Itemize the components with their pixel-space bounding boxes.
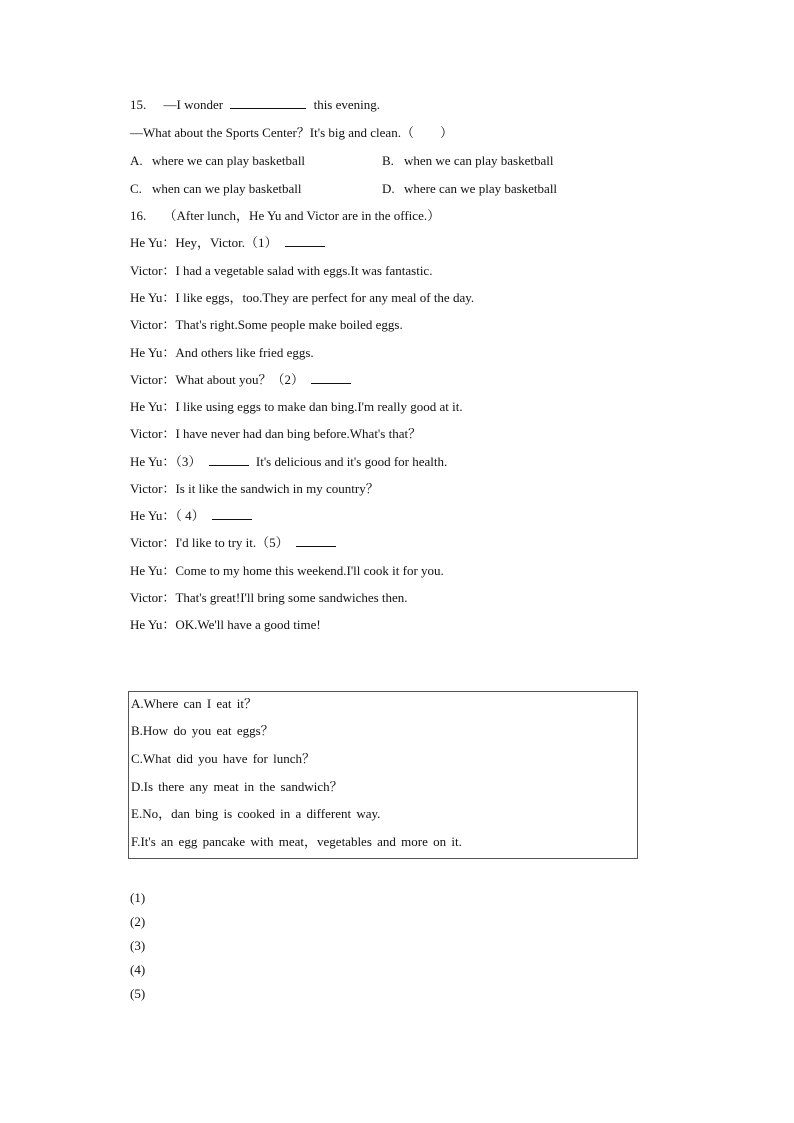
option-letter: D.	[382, 181, 395, 196]
dialogue-line	[130, 316, 403, 334]
choice-a: A.Where can I eat it？	[131, 696, 258, 711]
dialogue-line	[130, 289, 474, 307]
dialogue-text: I have never had dan bing before.What's that？	[175, 426, 422, 441]
dialogue-text: OK.We'll have a good time!	[175, 617, 321, 632]
choice-d: D.Is there any meat in the sandwich？	[131, 779, 343, 794]
dialogue-text: （ 4）	[175, 508, 205, 523]
dialogue-text: I like using eggs to make dan bing.I'm really good at it.	[175, 399, 463, 414]
speaker: He Yu：	[130, 345, 176, 360]
dialogue-text-after: It's delicious and it's good for health.	[255, 454, 448, 469]
dialogue-line	[130, 453, 447, 471]
answer-blank-2[interactable]	[311, 371, 351, 384]
q15-reply: —What about the Sports Center？It's big and clean.（ ）	[130, 125, 453, 140]
answer-blank-1[interactable]	[285, 234, 325, 247]
answer-slot-3[interactable]: (3)	[130, 938, 146, 953]
q15-option-c[interactable]	[130, 180, 301, 198]
speaker: He Yu：	[130, 508, 176, 523]
answer-slot-4[interactable]: (4)	[130, 962, 146, 977]
speaker: He Yu：	[130, 235, 176, 250]
option-letter: C.	[130, 181, 142, 196]
answer-slot-2[interactable]: (2)	[130, 914, 146, 929]
dialogue-line	[130, 398, 463, 416]
speaker: Victor：	[130, 426, 176, 441]
speaker: Victor：	[130, 263, 176, 278]
option-text: where we can play basketball	[152, 153, 306, 168]
q15-prompt	[130, 96, 380, 114]
option-letter: B.	[382, 153, 394, 168]
dialogue-text: Come to my home this weekend.I'll cook it for you.	[175, 563, 444, 578]
speaker: He Yu：	[130, 399, 176, 414]
dialogue-text: Is it like the sandwich in my country？	[175, 481, 379, 496]
choice-b: B.How do you eat eggs？	[131, 723, 274, 738]
dialogue-line	[130, 344, 314, 362]
speaker: Victor：	[130, 317, 176, 332]
speaker: He Yu：	[130, 563, 176, 578]
option-text: when we can play basketball	[404, 153, 554, 168]
option-letter: A.	[130, 153, 143, 168]
dialogue-text: That's right.Some people make boiled eggs.	[175, 317, 403, 332]
answer-blank-3[interactable]	[209, 453, 249, 466]
dialogue-text: What about you？（2）	[175, 372, 304, 387]
dialogue-line	[130, 371, 355, 389]
q16-intro	[130, 207, 440, 225]
speaker: He Yu：	[130, 454, 176, 469]
q15-number: 15.	[130, 97, 147, 112]
choice-f: F.It's an egg pancake with meat，vegetables and more on it.	[131, 834, 462, 849]
dialogue-line	[130, 425, 421, 443]
answer-blank-5[interactable]	[296, 534, 336, 547]
q15-option-a[interactable]	[130, 153, 305, 168]
q15-option-row-1	[130, 152, 305, 170]
dialogue-line	[130, 534, 340, 552]
answer-slot-1[interactable]: (1)	[130, 890, 146, 905]
speaker: He Yu：	[130, 290, 176, 305]
choices-box	[128, 691, 638, 859]
dialogue-line	[130, 589, 408, 607]
dialogue-line	[130, 262, 432, 280]
q15-prompt-after: this evening.	[313, 97, 381, 112]
q16-intro-text: （After lunch，He Yu and Victor are in the office.）	[163, 208, 441, 223]
dialogue-line	[130, 234, 329, 252]
speaker: He Yu：	[130, 617, 176, 632]
answer-blank-4[interactable]	[212, 507, 252, 520]
dialogue-text: And others like fried eggs.	[175, 345, 314, 360]
dialogue-text: I had a vegetable salad with eggs.It was fantastic.	[175, 263, 433, 278]
dialogue-line	[130, 480, 379, 498]
option-text: where can we play basketball	[404, 181, 558, 196]
speaker: Victor：	[130, 535, 176, 550]
dialogue-line	[130, 616, 321, 634]
speaker: Victor：	[130, 372, 176, 387]
q15-option-d[interactable]	[382, 180, 557, 198]
speaker: Victor：	[130, 590, 176, 605]
q15-option-b[interactable]	[382, 152, 553, 170]
q16-number: 16.	[130, 208, 147, 223]
option-text: when can we play basketball	[152, 181, 302, 196]
speaker: Victor：	[130, 481, 176, 496]
dialogue-text: That's great!I'll bring some sandwiches then.	[175, 590, 408, 605]
dialogue-text: I like eggs，too.They are perfect for any meal of the day.	[175, 290, 475, 305]
q15-answer-blank[interactable]	[230, 96, 306, 109]
q15-prompt-before: —I wonder	[163, 97, 224, 112]
answer-slot-5[interactable]: (5)	[130, 986, 146, 1001]
dialogue-text: I'd like to try it.（5）	[175, 535, 289, 550]
dialogue-text: Hey，Victor.（1）	[175, 235, 278, 250]
choice-e: E.No，dan bing is cooked in a different way.	[131, 806, 381, 821]
dialogue-line	[130, 562, 444, 580]
dialogue-line	[130, 507, 256, 525]
dialogue-text: （3）	[175, 454, 202, 469]
choice-c: C.What did you have for lunch？	[131, 751, 316, 766]
